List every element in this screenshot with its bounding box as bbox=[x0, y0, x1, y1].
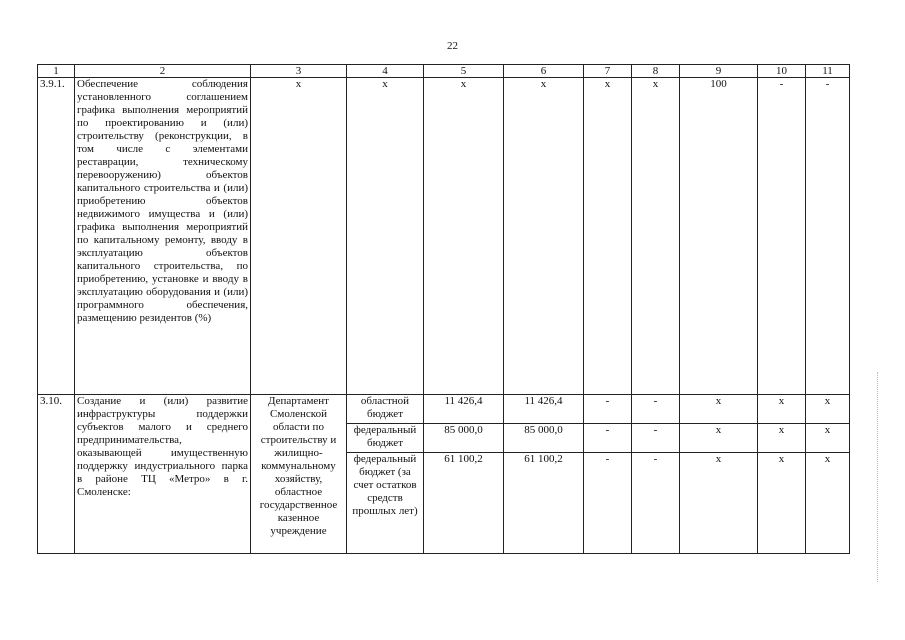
cell-col6: 61 100,2 bbox=[504, 453, 584, 554]
col-header-11: 11 bbox=[806, 65, 850, 78]
row-number: 3.9.1. bbox=[38, 78, 75, 395]
cell-funding-source: федеральный бюджет (за счет остатков средств прошлых лет) bbox=[347, 453, 424, 554]
table-row-3-10-a bbox=[38, 395, 850, 424]
row-description: Создание и (или) развитие инфраструктуры поддержки субъектов малого и среднего предпринимательства, оказывающей имущественную поддержку индустриального парка в районе ТЦ «Метро» в г. Смоленске: bbox=[75, 395, 251, 554]
col-header-6: 6 bbox=[504, 65, 584, 78]
cell-col8: - bbox=[632, 453, 680, 554]
row-executor: Департамент Смоленской области по строительству и жилищно-коммунальному хозяйству, областное государственное казенное учреждение bbox=[251, 395, 347, 554]
cell-col7: - bbox=[584, 453, 632, 554]
cell-col5: 85 000,0 bbox=[424, 424, 504, 453]
cell-col6: х bbox=[504, 78, 584, 395]
col-header-5: 5 bbox=[424, 65, 504, 78]
col-header-9: 9 bbox=[680, 65, 758, 78]
col-header-10: 10 bbox=[758, 65, 806, 78]
cell-col11: х bbox=[806, 395, 850, 424]
cell-col8: - bbox=[632, 395, 680, 424]
cell-col8: х bbox=[632, 78, 680, 395]
program-table bbox=[37, 64, 850, 554]
cell-col7: - bbox=[584, 424, 632, 453]
page-number: 22 bbox=[447, 40, 458, 52]
cell-col11: - bbox=[806, 78, 850, 395]
table-row-3-9-1 bbox=[38, 78, 850, 395]
cell-col10: х bbox=[758, 424, 806, 453]
col-header-4: 4 bbox=[347, 65, 424, 78]
cell-col6: 11 426,4 bbox=[504, 395, 584, 424]
cell-col3: х bbox=[251, 78, 347, 395]
cell-col9: 100 bbox=[680, 78, 758, 395]
cell-funding-source: областной бюджет bbox=[347, 395, 424, 424]
cell-col5: 11 426,4 bbox=[424, 395, 504, 424]
cell-col4: х bbox=[347, 78, 424, 395]
column-number-row bbox=[38, 65, 850, 78]
cell-col9: х bbox=[680, 453, 758, 554]
scan-margin-mark bbox=[877, 372, 879, 582]
col-header-8: 8 bbox=[632, 65, 680, 78]
cell-col10: х bbox=[758, 395, 806, 424]
row-number: 3.10. bbox=[38, 395, 75, 554]
cell-col9: х bbox=[680, 395, 758, 424]
cell-funding-source: федеральный бюджет bbox=[347, 424, 424, 453]
cell-col5: х bbox=[424, 78, 504, 395]
col-header-7: 7 bbox=[584, 65, 632, 78]
cell-col11: х bbox=[806, 453, 850, 554]
col-header-2: 2 bbox=[75, 65, 251, 78]
cell-col6: 85 000,0 bbox=[504, 424, 584, 453]
cell-col5: 61 100,2 bbox=[424, 453, 504, 554]
col-header-1: 1 bbox=[38, 65, 75, 78]
cell-col11: х bbox=[806, 424, 850, 453]
cell-col10: х bbox=[758, 453, 806, 554]
col-header-3: 3 bbox=[251, 65, 347, 78]
cell-col7: - bbox=[584, 395, 632, 424]
cell-col8: - bbox=[632, 424, 680, 453]
cell-col10: - bbox=[758, 78, 806, 395]
cell-col7: х bbox=[584, 78, 632, 395]
row-description: Обеспечение соблюдения установленного соглашением графика выполнения мероприятий по проектированию и (или) строительству (реконструкции, в том числе с элементами реставрации, техническому перевооружению) объектов капитального строительства и (или) приобретению объектов недвижимого имущества и (или) графика выполнения мероприятий по капитальному ремонту, вводу в эксплуатацию объектов капитального строительства, по приобретению, установке и вводу в эксплуатацию оборудования и (или) программного обеспечения, размещению резидентов (%) bbox=[75, 78, 251, 395]
cell-col9: х bbox=[680, 424, 758, 453]
